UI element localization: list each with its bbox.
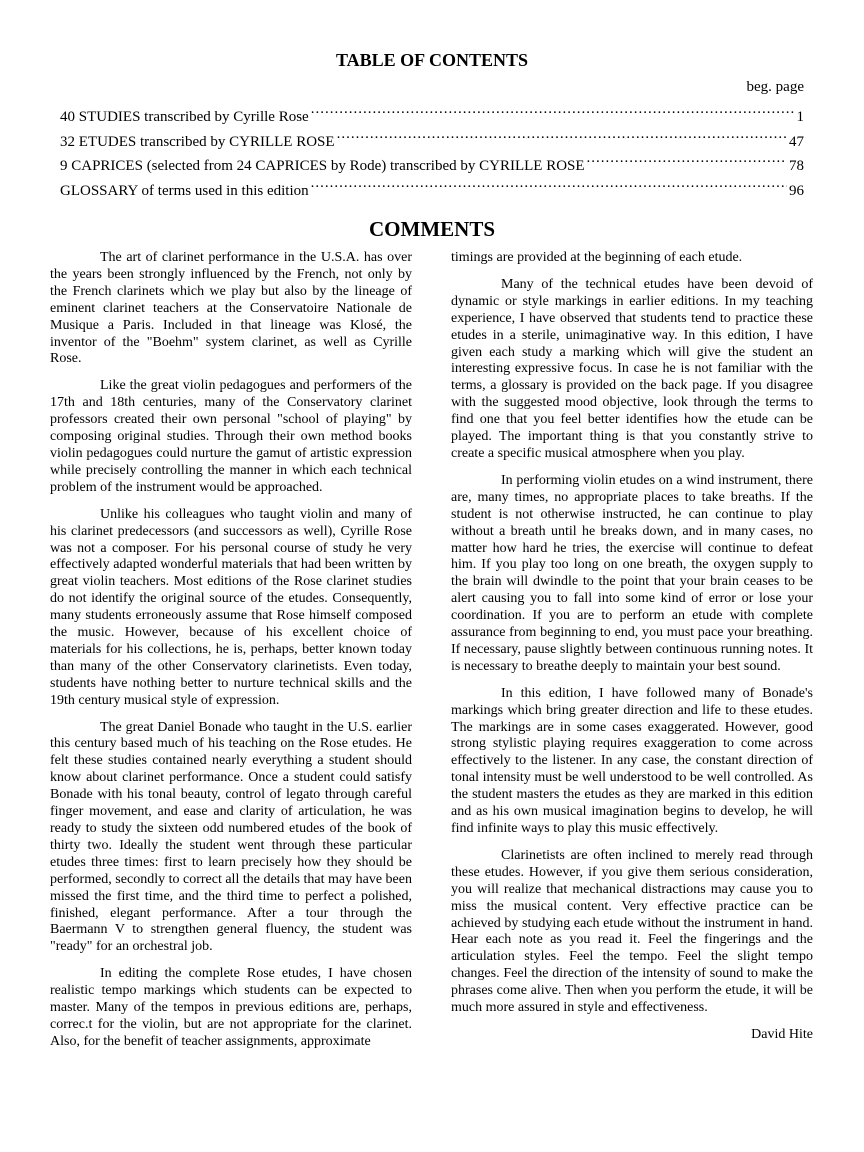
toc-entry-page: 78	[789, 158, 804, 175]
toc-entry-title: 40 STUDIES transcribed by Cyrille Rose	[60, 109, 309, 125]
toc-entry-page: 47	[789, 133, 804, 150]
comments-paragraph: In this edition, I have followed many of Bonade's markings which bring greater direction and life to these etudes. The markings are in some cases exaggerated. However, good strong stylistic playing requires exaggeration to come across effectively to the listener. In any case, the constant direction of tonal intensity must be well understood to be well controlled. As the student masters the etudes as they are marked in this edition and as his own musical imagination begins to develop, he will find infinite ways to play this music effectively.	[451, 685, 813, 836]
toc-entry-title: 32 ETUDES transcribed by CYRILLE ROSE	[60, 133, 335, 150]
comments-paragraph: Unlike his colleagues who taught violin and many of his clarinet predecessors (and successors as well), Cyrille Rose was not a composer. For his personal course of study he very effectively adapted wonderful materials that had been written by great violin teachers. Most editions of the Rose clarinet studies do not identify the original source of the etudes. Consequently, many students erroneously assume that Rose himself composed the music. However, because of his excellent choice of materials for his collections, he is, perhaps, better known today than many of the other Conservatory clarinetists. Even today, students have nothing better to nurture technical skills and the 19th century musical style of expression.	[50, 506, 412, 708]
comments-paragraph-continuation: timings are provided at the beginning of each etude.	[451, 250, 743, 265]
comments-paragraph: Like the great violin pedagogues and performers of the 17th and 18th centuries, many of the Conservatory clarinet professors created their own personal "school of playing" by composing original studies. Through their own method books violin pedagogues could nurture the gamut of artistic expression while precisely controlling the manner in which each technical problem of the instrument would be approached.	[50, 378, 412, 495]
comments-paragraph: In performing violin etudes on a wind instrument, there are, many times, no appropriate places to take breaths. If the student is not otherwise instructed, he can continue to play without a breath until he breaks down, and in many cases, no matter how hard he tries, the exercise will continue to defeat him. If you play too long on one breath, the oxygen supply to the brain will dwindle to the point that your brain ceases to be alert causing you to fall into some kind of error or lose your coordination. If you are to perform an etude with complete assurance from beginning to end, you must pace your breathing. If necessary, pause slightly between continuous running notes. It is necessary to breathe deeply to maintain your best sound.	[451, 472, 813, 674]
toc-list	[60, 103, 804, 202]
toc-entry-title: 9 CAPRICES (selected from 24 CAPRICES by Rode) transcribed by CYRILLE ROSE	[60, 158, 585, 175]
comments-paragraph: The great Daniel Bonade who taught in the U.S. earlier this century based much of his teaching on the Rose etudes. He felt these studies contained nearly everything a student should know about clarinet performance. Once a student could satisfy Bonade with his tonal beauty, control of legato through careful finger movement, and ease and clarity of articulation, he was ready to study the sixteen odd numbered etudes of the book of thirty two. Ideally the student went through these particular etudes three times: first to learn precisely how they should be performed, secondly to correct all the details that may have been missed the first time, and the third time to perfect a polished, finished, elegant performance. After a tour through the Baermann V to strengthen general fluency, the student was "ready" for an orchestral job.	[50, 719, 412, 955]
comments-paragraph: The art of clarinet performance in the U.S.A. has over the years been strongly influenced by the French, not only by the French clarinets which we play but also by the lineage of eminent clarinet teachers at the Conservatoire Nationale de Musique a Paris. Included in that lineage was Klosé, the inventor of the "Boehm" system clarinet, as well as Cyrille Rose.	[50, 250, 412, 367]
toc-leader-dots	[311, 103, 795, 121]
toc-title: TABLE OF CONTENTS	[335, 50, 529, 70]
toc-entry-page: 96	[789, 183, 804, 200]
toc-entry	[60, 152, 804, 177]
toc-entry	[60, 177, 804, 202]
author-signature: David Hite	[751, 1026, 813, 1042]
comments-paragraph: Many of the technical etudes have been devoid of dynamic or style markings in earlier editions. In my teaching experience, I have observed that students tend to practice these etudes in a sterile, unimaginative way. In this edition, I have given each study a marking which will give the student an interesting expressive focus. In case he is not familiar with the terms, a glossary is provided on the back page. If you disagree with the suggested mood objective, look through the terms to find one that you feel better identifies how the etude can be played. The important thing is that you constantly strive to create a specific musical atmosphere when you play.	[451, 276, 813, 461]
toc-entry-page: 1	[796, 109, 804, 125]
comments-right-column	[451, 250, 813, 1044]
toc-page-column-header: beg. page	[746, 79, 804, 95]
toc-leader-dots	[587, 152, 787, 170]
toc-leader-dots	[311, 177, 787, 195]
comments-title: COMMENTS	[369, 217, 495, 241]
comments-paragraph: Clarinetists are often inclined to merely read through these etudes. However, if you give them serious consideration, you will realize that mechanical distractions may cause you to miss the musical content. Very effective practice can be achieved by studying each etude without the instrument in hand. Hear each note as you read it. Feel the fingerings and the articulation styles. Feel the tempo. Feel the slight tempo changes. Feel the direction of the intensity of sound to make the phrases come alive. Then when you perform the etude, it will be much more assured in style and effectiveness.	[451, 847, 813, 1016]
toc-entry	[60, 103, 804, 128]
comments-paragraph: In editing the complete Rose etudes, I have chosen realistic tempo markings which students can be expected to master. Many of the tempos in previous editions are, perhaps, correc.t for the violin, but are not appropriate for the clarinet. Also, for the benefit of teacher assignments, approximate	[50, 966, 412, 1049]
toc-entry	[60, 128, 804, 153]
comments-left-column	[50, 250, 412, 1061]
toc-leader-dots	[337, 128, 787, 146]
toc-entry-title: GLOSSARY of terms used in this edition	[60, 183, 309, 200]
